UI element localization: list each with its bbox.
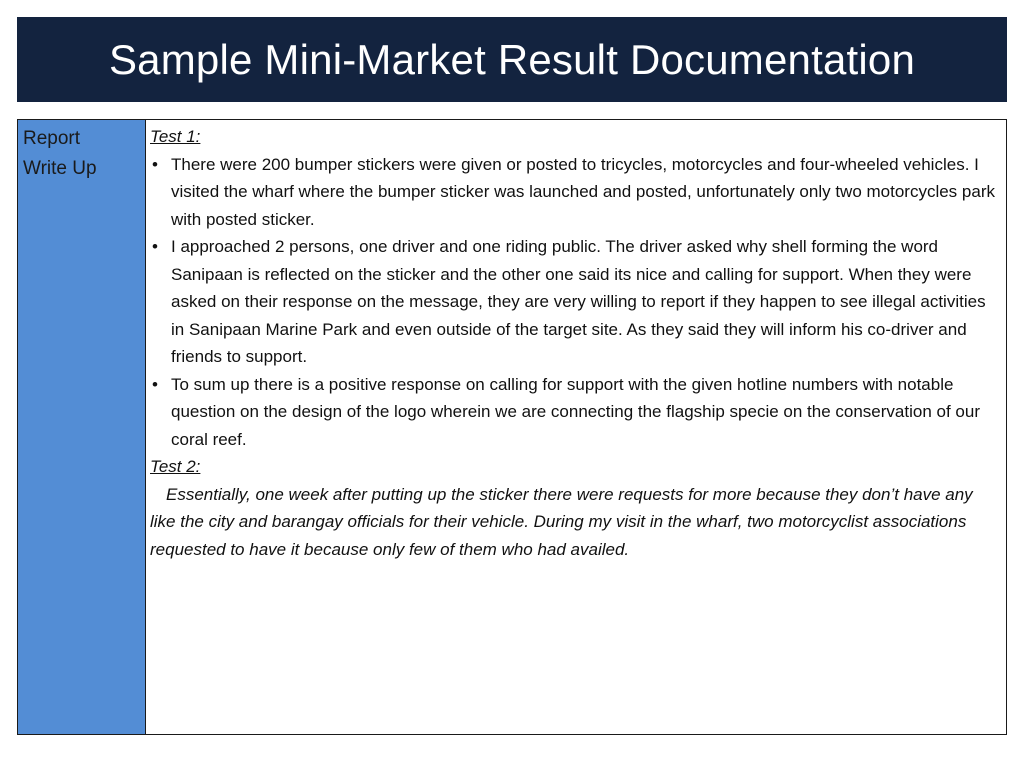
report-table xyxy=(17,119,1007,735)
label-cell xyxy=(18,120,146,734)
test1-heading: Test 1: xyxy=(150,127,201,146)
page-title: Sample Mini-Market Result Documentation xyxy=(108,35,916,83)
title-banner xyxy=(17,17,1007,102)
content-cell xyxy=(146,120,1006,734)
test2-paragraph: Essentially, one week after putting up the sticker there were requests for more because they don’t have any like the city and barangay officials for their vehicle. During my visit in the wharf, two motorcyclist associations requested to have it because only few of them who had availed. xyxy=(150,484,973,559)
test1-bullet-2: • I approached 2 persons, one driver and one riding public. The driver asked why shell forming the word Sanipaan is reflected on the sticker and the other one said its nice and calling for support. When they were asked on their response on the message, they are very willing to report if they happen to see illegal activities in Sanipaan Marine Park and even outside of the target site. As they said they will inform his co-driver and friends to support. xyxy=(150,233,1002,371)
test1-bullet-list xyxy=(150,151,1002,454)
test1-bullet-1: • There were 200 bumper stickers were given or posted to tricycles, motorcycles and four-wheeled vehicles. I visited the wharf where the bumper sticker was launched and posted, unfortunately only two motorcycles park with posted sticker. xyxy=(150,151,1002,234)
test2-heading: Test 2: xyxy=(150,457,201,476)
test1-bullet-3: • To sum up there is a positive response on calling for support with the given hotline numbers with notable question on the design of the logo wherein we are connecting the flagship specie on the conservation of our coral reef. xyxy=(150,371,1002,454)
label-line-2: Write Up xyxy=(23,158,97,179)
label-line-1: Report xyxy=(23,128,81,149)
